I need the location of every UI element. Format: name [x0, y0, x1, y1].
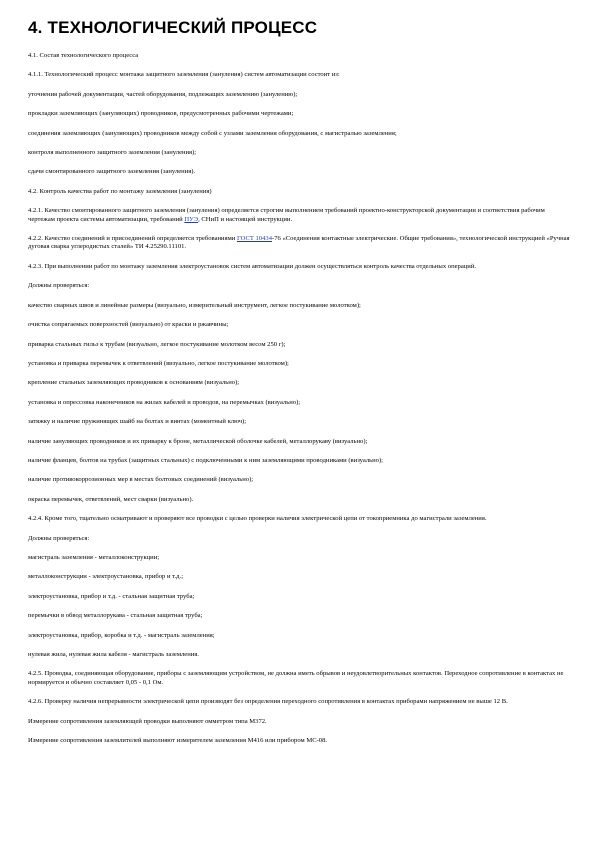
paragraph: сдачи смонтированного защитного заземления (зануления).: [28, 168, 196, 176]
paragraph: качество сварных швов и линейные размеры (визуально, измерительный инструмент, легкое постукивание молотком);: [28, 301, 361, 309]
paragraph: прокладки заземляющих (зануляющих) проводников, предусмотренных рабочими чертежами;: [28, 110, 294, 118]
paragraph: магистраль заземления - металлоконструкции;: [28, 553, 160, 561]
reference-link[interactable]: ГОСТ 10434: [236, 235, 273, 243]
paragraph: уточнения рабочей документации, частей оборудования, подлежащих заземлению (занулению);: [28, 90, 298, 98]
paragraph: соединения заземляющих (зануляющих) проводников между собой с узлами заземления оборудования, с магистралью заземления;: [28, 129, 397, 137]
paragraph: электроустановка, прибор и т.д. - стальная защитная труба;: [28, 592, 195, 600]
paragraph: наличие противокоррозионных мер в местах болтовых соединений (визуально);: [28, 476, 254, 484]
paragraph-text: 4.2.2. Качество соединений и присоединений определяется требованиями: [28, 235, 237, 243]
paragraph: приварка стальных гильз к трубам (визуально, легкое постукивание молотком весом 250 г);: [28, 340, 286, 348]
paragraph: Должны проверяться:: [28, 534, 90, 542]
paragraph: Должны проверяться:: [28, 282, 90, 290]
paragraph: 4.1.1. Технологический процесс монтажа защитного заземления (зануления) систем автоматизации состоит из:: [28, 71, 340, 79]
reference-link[interactable]: ПУЭ: [184, 215, 199, 223]
paragraph: установка и приварка перемычек к ответвлений (визуально, легкое постукивание молотком);: [28, 359, 289, 367]
paragraph: [28, 235, 571, 252]
paragraph-text: -76 «Соединения контактные электрические. Общие требования», технологической инструкцией «Ручная дуговая сварка углеродистых сталей» ТИ 4.25290.11101.: [28, 235, 570, 251]
paragraph: 4.1. Состав технологического процесса: [28, 52, 139, 59]
paragraph: перемычки в обвод металлорукава - стальная защитная труба;: [28, 612, 203, 620]
paragraph: Измерение сопротивления заземлителей выполняют измерителем заземления М416 или прибором МС-08.: [28, 737, 328, 745]
paragraph: окраска перемычек, ответвлений, мест сварки (визуально).: [28, 495, 194, 503]
paragraph: 4.2.5. Проводка, соединяющая оборудование, приборы с заземляющим устройством, не должна иметь обрывов и неудовлетворительных контактов. Переходное сопротивление в контактах не нормируется и обычно составляет 0,05 - 0,1 Ом.: [28, 670, 564, 686]
page-title: 4. ТЕХНОЛОГИЧЕСКИЙ ПРОЦЕСС: [28, 18, 318, 37]
paragraph: 4.2. Контроль качества работ по монтажу заземления (зануления): [28, 187, 212, 195]
paragraph: 4.2.4. Кроме того, тщательно осматривают и проверяют все проводки с целью проверки наличия электрической цепи от токоприемника до магистрали заземления.: [28, 515, 487, 523]
paragraph: Измерение сопротивления заземляющей проводки выполняют омметром типа М372.: [28, 717, 267, 725]
paragraph: 4.2.3. При выполнении работ по монтажу заземления электроустановок систем автоматизации должен осуществляться контроль качества отдельных операций.: [28, 262, 477, 270]
paragraph: установка и опрессовка наконечников на жилах кабелей и проводов, на перемычках (визуально);: [28, 398, 301, 406]
paragraph: металлоконструкции - электроустановка, прибор и т.д.;: [28, 573, 184, 581]
paragraph: нулевая жила, нулевая жила кабеля - магистраль заземления.: [28, 651, 199, 658]
paragraph: 4.2.6. Проверку наличия непрерывности электрической цепи производят без определения переходного сопротивления в контактах приборами напряжением не выше 12 В.: [28, 698, 508, 706]
paragraph-text: , СНиП и настоящей инструкции.: [198, 215, 293, 223]
paragraph: контроля выполненного защитного заземления (зануления);: [28, 149, 197, 157]
paragraph: наличие зануляющих проводников и их приварку к броне, металлической оболочке кабелей, металлорукаву (визуально);: [28, 437, 368, 445]
paragraph: очистка сопрягаемых поверхностей (визуально) от краски и ржавчины;: [28, 321, 229, 329]
paragraph: затяжку и наличие пружинящих шайб на болтах и винтах (моментный ключ);: [28, 418, 247, 426]
document-body: [28, 52, 571, 745]
paragraph-text: 4.2.1. Качество смонтированного защитного заземления (зануления) определяется строгим выполнением требований проектно-конструкторской документации и соответствия рабочим чертежам проекта системы автоматизации, требований: [28, 207, 545, 223]
paragraph: [28, 207, 571, 224]
paragraph: наличие фланцев, болтов на трубах (защитных стальных) с подключенными к ним заземляющими проводниками (визуально);: [28, 456, 384, 464]
paragraph: электроустановка, прибор, коробка и т.д. - магистраль заземления;: [28, 631, 215, 639]
paragraph: крепление стальных заземляющих проводников к основаниям (визуально);: [28, 379, 240, 387]
